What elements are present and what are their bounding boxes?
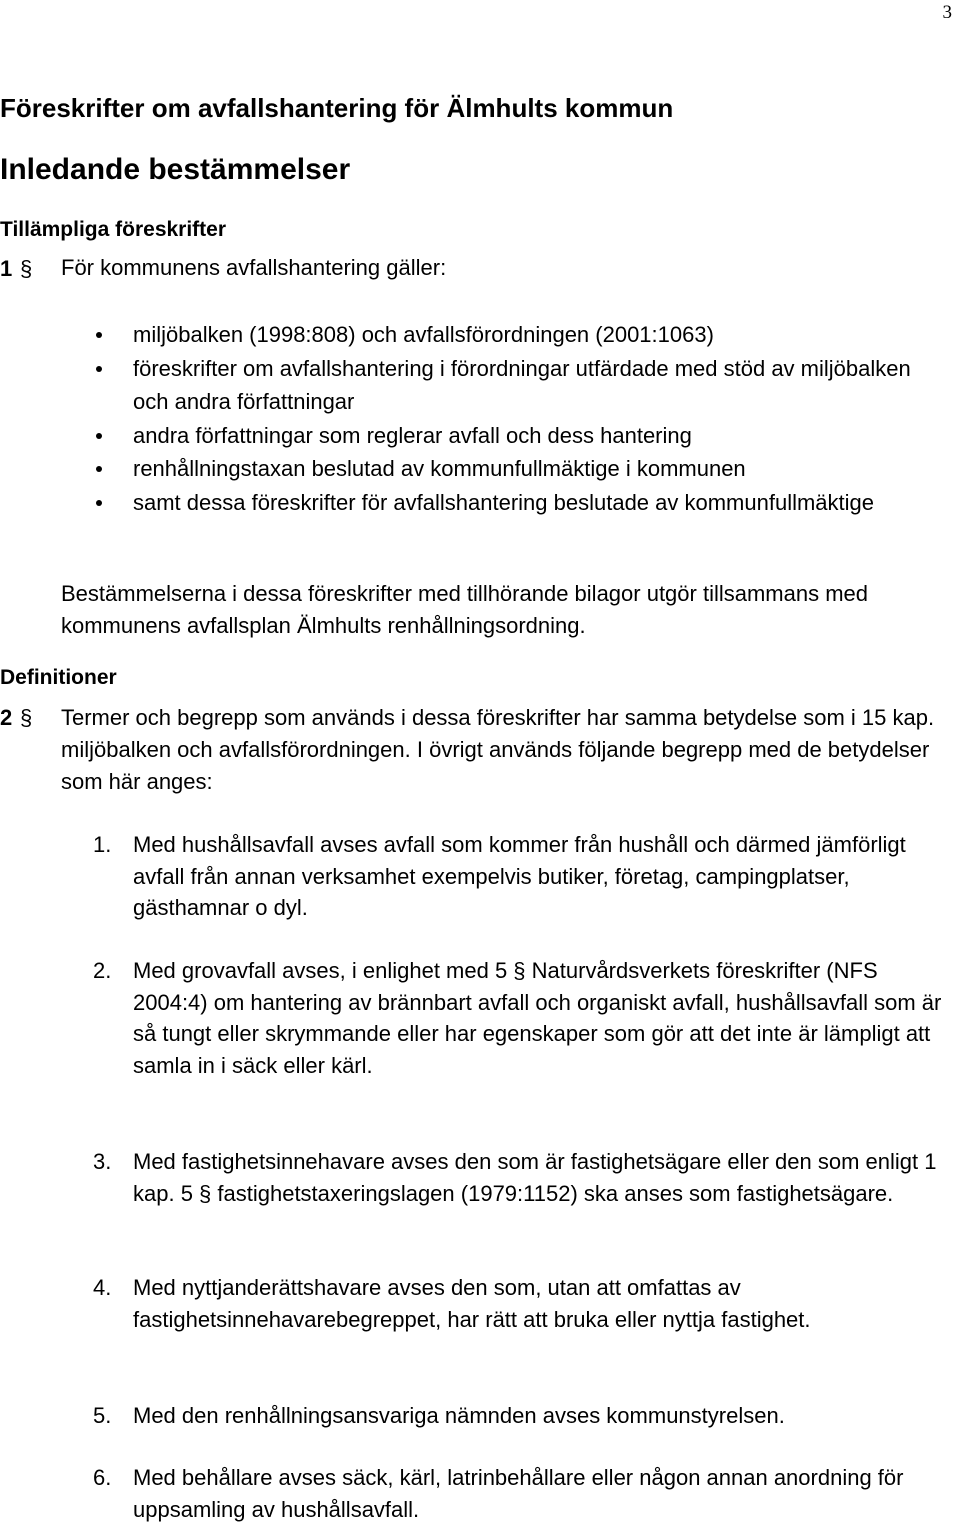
definition-item: 6. Med behållare avses säck, kärl, latrinbehållare eller någon annan anordning för uppsamling av hushållsavfall.: [93, 1465, 904, 1522]
bullet-icon: [96, 500, 102, 506]
subheading-applicable-rules: Tillämpliga föreskrifter: [0, 218, 227, 241]
paragraph-1-sign: §: [20, 256, 33, 281]
paragraph-1-number: 1: [0, 256, 13, 281]
bullet-icon: [96, 366, 102, 372]
list-item: miljöbalken (1998:808) och avfallsförordningen (2001:1063): [96, 318, 936, 352]
list-item: andra författningar som reglerar avfall och dess hantering: [96, 419, 936, 453]
paragraph-2-number: 2: [0, 705, 13, 730]
applicable-rules-list: [96, 318, 936, 519]
paragraph-2-text: Termer och begrepp som används i dessa föreskrifter har samma betydelse som i 15 kap. miljöbalken och avfallsförordningen. I övrigt används följande begrepp med de betydelser som här anges:: [61, 705, 935, 794]
bullet-icon: [96, 466, 102, 472]
paragraph-2-sign: §: [20, 705, 33, 730]
paragraph-1-text: För kommunens avfallshantering gäller:: [61, 255, 447, 280]
document-title: Föreskrifter om avfallshantering för Älmhults kommun: [0, 93, 674, 123]
list-item: föreskrifter om avfallshantering i förordningar utfärdade med stöd av miljöbalken och andra författningar: [96, 352, 936, 419]
list-item: samt dessa föreskrifter för avfallshantering beslutade av kommunfullmäktige: [96, 486, 936, 520]
subheading-definitions: Definitioner: [0, 666, 117, 689]
summary-paragraph: Bestämmelserna i dessa föreskrifter med tillhörande bilagor utgör tillsammans med kommunens avfallsplan Älmhults renhållningsordning.: [61, 581, 869, 638]
bullet-icon: [96, 433, 102, 439]
list-item: renhållningstaxan beslutad av kommunfullmäktige i kommunen: [96, 452, 936, 486]
definition-item: 2. Med grovavfall avses, i enlighet med 5 § Naturvårdsverkets föreskrifter (NFS 2004:4) om hantering av brännbart avfall och organiskt avfall, hushållsavfall som är så tungt eller skrymmande eller har egenskaper som gör att det inte är lämpligt att samla in i säck eller kärl.: [93, 958, 942, 1078]
definition-item: 1. Med hushållsavfall avses avfall som kommer från hushåll och därmed jämförligt avfall från annan verksamhet exempelvis butiker, företag, campingplatser, gästhamnar o dyl.: [93, 832, 906, 920]
page-number: 3: [942, 2, 952, 23]
definition-item: 3. Med fastighetsinnehavare avses den som är fastighetsägare eller den som enligt 1 kap. 5 § fastighetstaxeringslagen (1979:1152) ska anses som fastighetsägare.: [93, 1149, 937, 1206]
definition-item: 4. Med nyttjanderättshavare avses den som, utan att omfattas av fastighetsinnehavarebegreppet, har rätt att bruka eller nyttja fastighet.: [93, 1275, 811, 1332]
bullet-icon: [96, 332, 102, 338]
definition-item: 5. Med den renhållningsansvariga nämnden avses kommunstyrelsen.: [93, 1403, 785, 1428]
section-title: Inledande bestämmelser: [0, 153, 351, 186]
